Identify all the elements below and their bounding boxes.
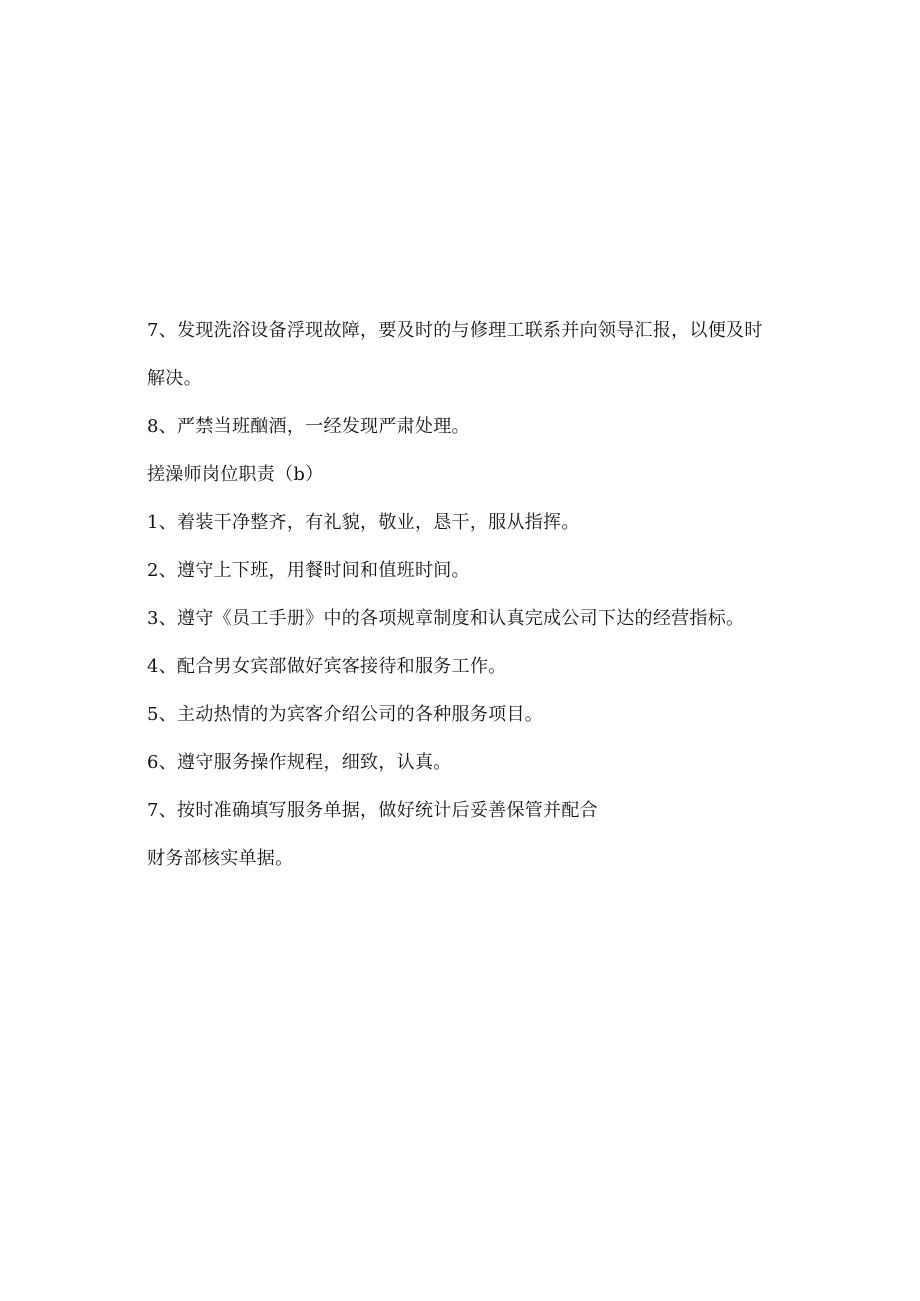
duty-item-3: 3、遵守《员工手册》中的各项规章制度和认真完成公司下达的经营指标。 xyxy=(147,608,745,629)
duty-item-7-line-2: 财务部核实单据。 xyxy=(147,848,294,869)
duty-item-2: 2、遵守上下班，用餐时间和值班时间。 xyxy=(147,560,470,581)
paragraph-item-7-line-2: 解决。 xyxy=(147,368,202,389)
duty-item-7-line-1: 7、按时准确填写服务单据，做好统计后妥善保管并配合 xyxy=(147,800,598,821)
document-body xyxy=(147,318,787,872)
duty-item-1: 1、着装干净整齐，有礼貌，敬业，恳干，服从指挥。 xyxy=(147,512,580,533)
section-heading: 搓澡师岗位职责（b） xyxy=(147,464,324,485)
duty-item-4: 4、配合男女宾部做好宾客接待和服务工作。 xyxy=(147,656,507,677)
duty-item-6: 6、遵守服务操作规程，细致，认真。 xyxy=(147,752,452,773)
paragraph-item-7-line-1: 7、发现洗浴设备浮现故障，要及时的与修理工联系并向领导汇报，以便及时 xyxy=(147,320,763,341)
duty-item-5: 5、主动热情的为宾客介绍公司的各种服务项目。 xyxy=(147,704,544,725)
paragraph-item-8: 8、严禁当班酗酒，一经发现严肃处理。 xyxy=(147,416,470,437)
